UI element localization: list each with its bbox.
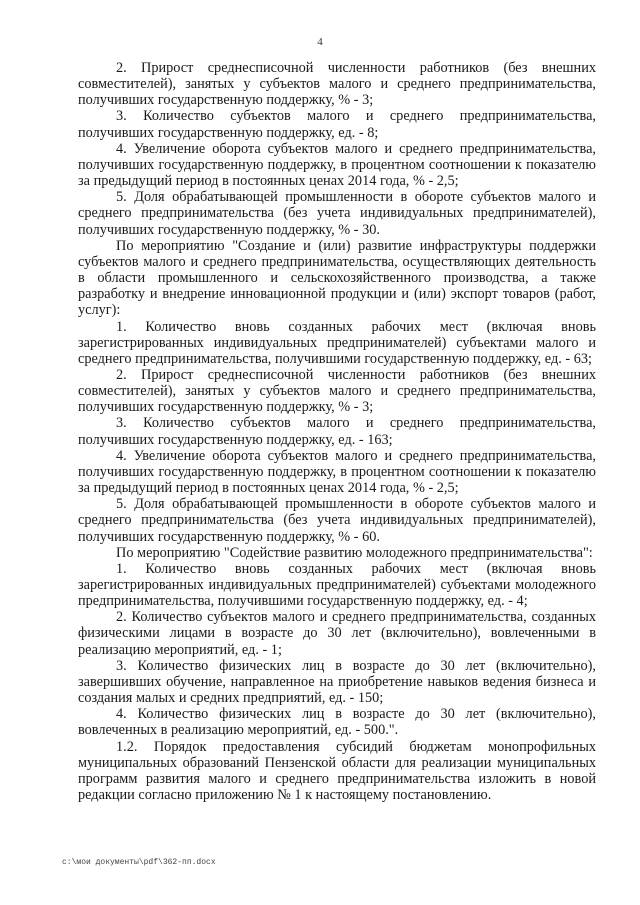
paragraph: 3. Количество субъектов малого и среднего предпринимательства, получивших государственную поддержку, ед. - 163; xyxy=(78,415,596,448)
page-number: 4 xyxy=(317,36,323,48)
paragraph: 2. Прирост среднесписочной численности работников (без внешних совместителей), занятых у субъектов малого и среднего предпринимательства, получивших государственную поддержку, % - 3; xyxy=(78,60,596,109)
paragraph: 4. Количество физических лиц в возрасте до 30 лет (включительно), вовлеченных в реализацию мероприятий, ед. - 500.". xyxy=(78,706,596,739)
paragraph: 3. Количество субъектов малого и среднего предпринимательства, получивших государственную поддержку, ед. - 8; xyxy=(78,108,596,141)
paragraph: По мероприятию "Создание и (или) развитие инфраструктуры поддержки субъектов малого и среднего предпринимательства, осуществляющих деятельность в области промышленного и сельскохозяйственного производства, а также разработку и внедрение инновационной продукции и (или) экспорт товаров (работ, услуг): xyxy=(78,237,596,319)
paragraph: 4. Увеличение оборота субъектов малого и среднего предпринимательства, получивших государственную поддержку, в процентном соотношении к показателю за предыдущий период в постоянных ценах 2014 года, % - 2,5; xyxy=(78,447,596,497)
paragraph: 5. Доля обрабатывающей промышленности в обороте субъектов малого и среднего предпринимательства (без учета индивидуальных предпринимателей), получивших государственную поддержку, % - 30. xyxy=(78,189,596,238)
paragraph: 1. Количество вновь созданных рабочих мест (включая вновь зарегистрированных индивидуальных предпринимателей) субъектами малого и среднего предпринимательства, получившими государственную поддержку, ед. - 63; xyxy=(78,318,596,367)
file-path-footer: c:\мои документы\pdf\362-пп.docx xyxy=(62,858,216,867)
paragraph: 3. Количество физических лиц в возрасте до 30 лет (включительно), завершивших обучение, направленное на приобретение навыков ведения бизнеса и создания малых и средних предприятий, ед. - 150; xyxy=(78,657,596,707)
document-body xyxy=(78,60,596,803)
paragraph: 4. Увеличение оборота субъектов малого и среднего предпринимательства, получивших государственную поддержку, в процентном соотношении к показателю за предыдущий период в постоянных ценах 2014 года, % - 2,5; xyxy=(78,140,596,190)
paragraph: По мероприятию "Содействие развитию молодежного предпринимательства": xyxy=(116,544,593,561)
paragraph: 2. Прирост среднесписочной численности работников (без внешних совместителей), занятых у субъектов малого и среднего предпринимательства, получивших государственную поддержку, % - 3; xyxy=(78,366,596,416)
paragraph: 1.2. Порядок предоставления субсидий бюджетам монопрофильных муниципальных образований Пензенской области для реализации муниципальных программ развития малого и среднего предпринимательства изложить в новой редакции согласно приложению № 1 к настоящему постановлению. xyxy=(78,738,596,804)
paragraph: 5. Доля обрабатывающей промышленности в обороте субъектов малого и среднего предпринимательства (без учета индивидуальных предпринимателей), получивших государственную поддержку, % - 60. xyxy=(78,496,596,545)
paragraph: 2. Количество субъектов малого и среднего предпринимательства, созданных физическими лицами в возрасте до 30 лет (включительно), вовлеченными в реализацию мероприятий, ед. - 1; xyxy=(78,609,596,658)
paragraph: 1. Количество вновь созданных рабочих мест (включая вновь зарегистрированных индивидуальных предпринимателей) субъектами молодежного предпринимательства, получившими государственную поддержку, ед. - 4; xyxy=(78,560,596,610)
